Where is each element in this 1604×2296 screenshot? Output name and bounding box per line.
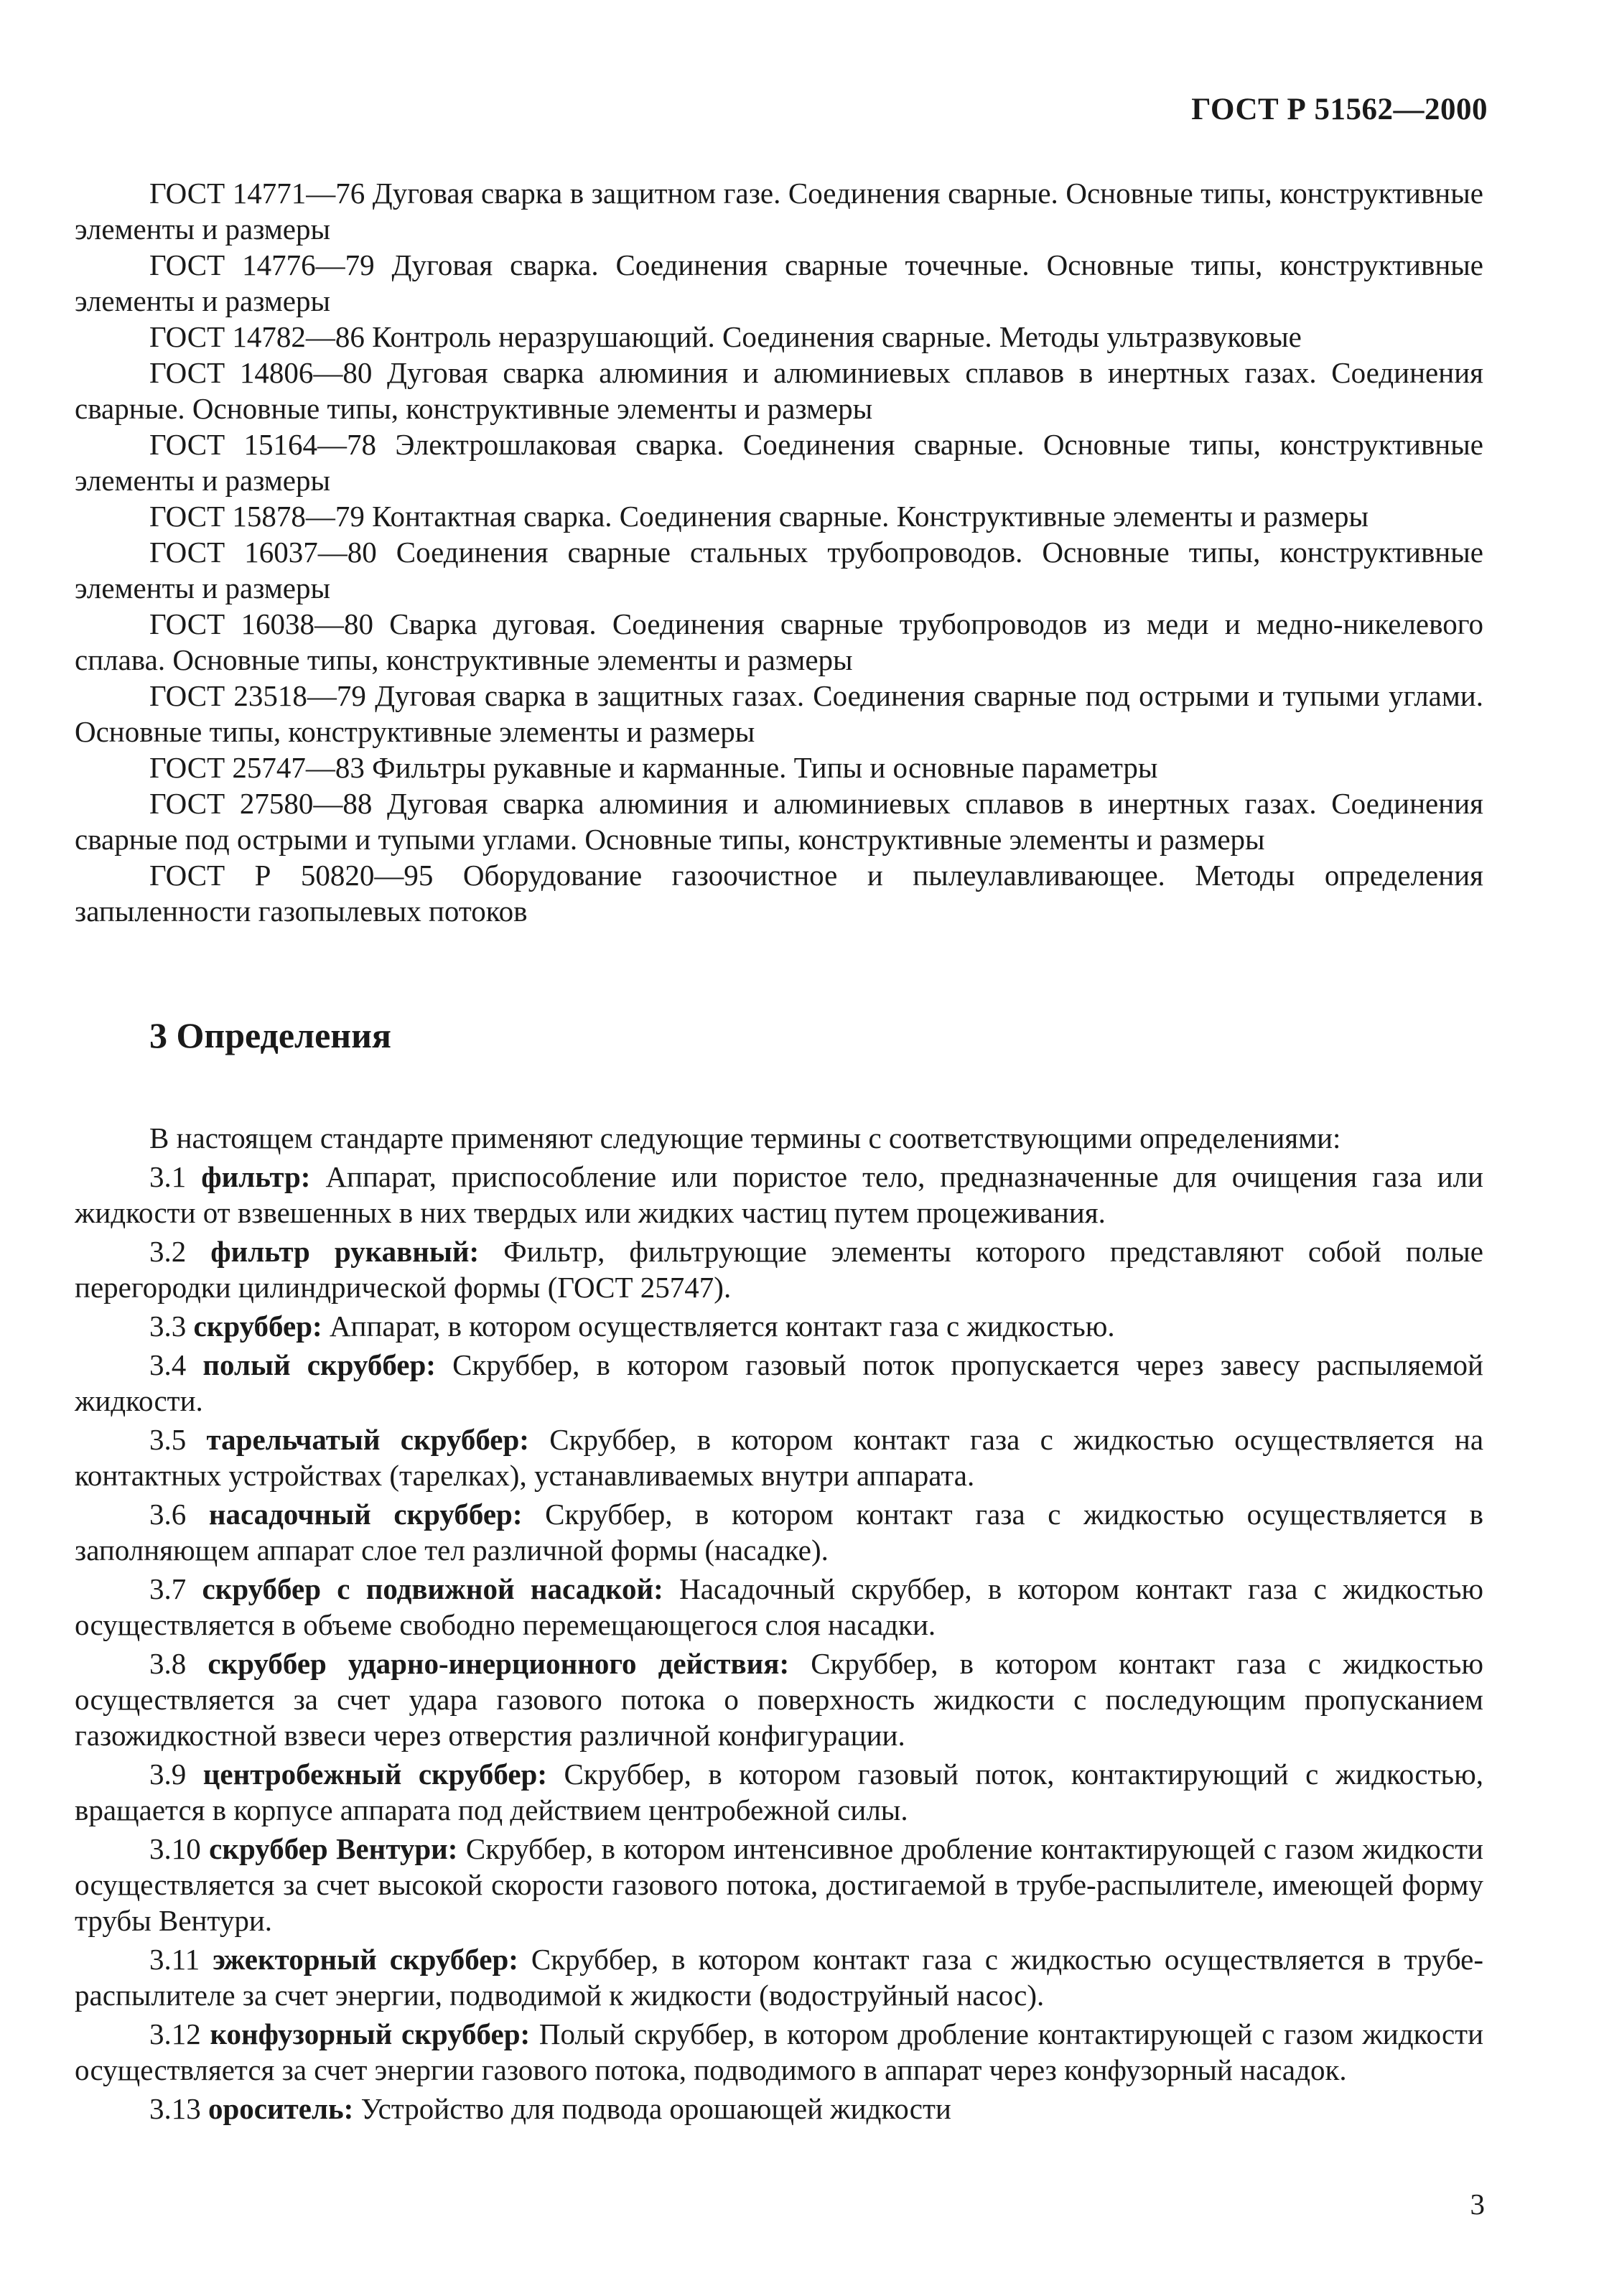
definition-item [75, 1347, 1483, 1419]
definition-text: Аппарат, приспособление или пористое тело, предназначенные для очищения газа или жидкости от взвешенных в них твердых или жидких частиц путем процеживания. [75, 1160, 1484, 1229]
definition-text: Полый скруббер, в котором дробление контактирующей с газом жидкости осуществляется за счет энергии газового потока, подводимого в аппарат через конфузорный насадок. [75, 2017, 1484, 2086]
definition-text: Скруббер, в котором интенсивное дробление контактирующей с газом жидкости осуществляется за счет высокой скорости газового потока, достигаемой в трубе-распылителе, имеющей форму трубы Вентури. [75, 1832, 1483, 1937]
definition-item [75, 1159, 1483, 1231]
definition-number: 3.8 [149, 1647, 187, 1680]
section-title: 3 Определения [149, 1015, 391, 1055]
reference-item: ГОСТ 14806—80 Дуговая сварка алюминия и алюминиевых сплавов в инертных газах. Соединения сварные. Основные типы, конструктивные элементы и размеры [75, 356, 1483, 425]
reference-item: ГОСТ 25747—83 Фильтры рукавные и карманные. Типы и основные параметры [149, 751, 1158, 784]
document-code-header: ГОСТ Р 51562—2000 [1191, 93, 1488, 126]
definition-number: 3.3 [149, 1310, 187, 1343]
reference-item: ГОСТ 15164—78 Электрошлаковая сварка. Соединения сварные. Основные типы, конструктивные элементы и размеры [75, 428, 1483, 497]
reference-item: ГОСТ 15878—79 Контактная сварка. Соединения сварные. Конструктивные элементы и размеры [149, 500, 1368, 533]
definition-number: 3.7 [149, 1572, 187, 1605]
definition-number: 3.6 [149, 1498, 187, 1531]
definition-number: 3.9 [149, 1758, 187, 1791]
reference-item: ГОСТ Р 50820—95 Оборудование газоочистное и пылеулавливающее. Методы определения запыленности газопылевых потоков [75, 859, 1483, 928]
definition-item [75, 1422, 1483, 1493]
definition-number: 3.5 [149, 1423, 187, 1456]
definition-term: ороситель: [208, 2092, 354, 2125]
definition-text: Скруббер, в котором газовый поток пропускается через завесу распыляемой жидкости. [75, 1348, 1483, 1417]
definition-item [75, 2091, 1483, 2127]
definition-item [75, 1571, 1483, 1643]
definition-item [75, 1233, 1483, 1305]
definition-item [75, 1646, 1483, 1753]
definition-term: тарельчатый скруббер: [206, 1423, 529, 1456]
definition-term: фильтр: [201, 1160, 311, 1193]
reference-item: ГОСТ 23518—79 Дуговая сварка в защитных газах. Соединения сварные под острыми и тупыми углами. Основные типы, конструктивные элементы и размеры [75, 679, 1483, 748]
definition-number: 3.2 [149, 1235, 187, 1268]
reference-item: ГОСТ 16037—80 Соединения сварные стальных трубопроводов. Основные типы, конструктивные элементы и размеры [75, 536, 1483, 605]
definition-term: центробежный скруббер: [202, 1758, 547, 1791]
reference-item: ГОСТ 16038—80 Сварка дуговая. Соединения сварные трубопроводов из меди и медно-никелевого сплава. Основные типы, конструктивные элементы и размеры [75, 607, 1483, 676]
definition-number: 3.12 [149, 2017, 201, 2050]
definition-number: 3.13 [149, 2092, 201, 2125]
definition-text: Устройство для подвода орошающей жидкости [360, 2092, 951, 2125]
page-number: 3 [1470, 2188, 1485, 2221]
definition-text: Скруббер, в котором контакт газа с жидкостью осуществляется в заполняющем аппарат слое тел различной формы (насадке). [75, 1498, 1483, 1567]
definition-number: 3.11 [149, 1943, 200, 1976]
definition-item [75, 1831, 1483, 1938]
definition-number: 3.10 [149, 1832, 201, 1865]
definition-number: 3.1 [149, 1160, 187, 1193]
definition-text: Скруббер, в котором контакт газа с жидкостью осуществляется в трубе-распылителе за счет энергии, подводимой к жидкости (водоструйный насос). [75, 1943, 1484, 2012]
definition-item [75, 2016, 1483, 2088]
definition-term: конфузорный скруббер: [210, 2017, 531, 2050]
definition-term: насадочный скруббер: [208, 1498, 523, 1531]
definition-term: скруббер: [193, 1310, 322, 1343]
definition-text: Насадочный скруббер, в котором контакт газа с жидкостью осуществляется в объеме свободно перемещающегося слоя насадки. [75, 1572, 1484, 1641]
reference-item: ГОСТ 14771—76 Дуговая сварка в защитном газе. Соединения сварные. Основные типы, конструктивные элементы и размеры [75, 177, 1483, 246]
definition-item [75, 1941, 1483, 2013]
definition-item [75, 1756, 1483, 1828]
definition-term: скруббер с подвижной насадкой: [202, 1572, 663, 1605]
definition-text: Скруббер, в котором контакт газа с жидкостью осуществляется на контактных устройствах (тарелках), устанавливаемых внутри аппарата. [75, 1423, 1484, 1492]
definition-text: Скруббер, в котором контакт газа с жидкостью осуществляется за счет удара газового потока о поверхность жидкости с последующим пропусканием газожидкостной взвеси через отверстия различной конфигурации. [75, 1647, 1483, 1752]
normative-references-list [75, 175, 1483, 929]
reference-item: ГОСТ 14776—79 Дуговая сварка. Соединения сварные точечные. Основные типы, конструктивные элементы и размеры [75, 248, 1483, 317]
definition-item [75, 1496, 1483, 1568]
definition-term: эжекторный скруббер: [213, 1943, 518, 1976]
definition-text: Фильтр, фильтрующие элементы которого представляют собой полые перегородки цилиндрической формы (ГОСТ 25747). [75, 1235, 1483, 1304]
reference-item: ГОСТ 27580—88 Дуговая сварка алюминия и алюминиевых сплавов в инертных газах. Соединения сварные под острыми и тупыми углами. Основные типы, конструктивные элементы и размеры [75, 787, 1483, 856]
definitions-intro: В настоящем стандарте применяют следующие термины с соответствующими определениями: [149, 1121, 1341, 1154]
definition-term: скруббер Вентури: [209, 1832, 458, 1865]
reference-item: ГОСТ 14782—86 Контроль неразрушающий. Соединения сварные. Методы ультразвуковые [149, 320, 1302, 353]
definition-item [75, 1308, 1483, 1344]
definition-text: Аппарат, в котором осуществляется контакт газа с жидкостью. [329, 1310, 1115, 1343]
definition-term: полый скруббер: [202, 1348, 436, 1381]
definition-term: фильтр рукавный: [210, 1235, 480, 1268]
definition-text: Скруббер, в котором газовый поток, контактирующий с жидкостью, вращается в корпусе аппарата под действием центробежной силы. [75, 1758, 1484, 1826]
definitions-list [75, 1120, 1483, 2127]
document-body [75, 175, 1483, 2129]
definition-number: 3.4 [149, 1348, 187, 1381]
definition-term: скруббер ударно-инерционного действия: [208, 1647, 790, 1680]
